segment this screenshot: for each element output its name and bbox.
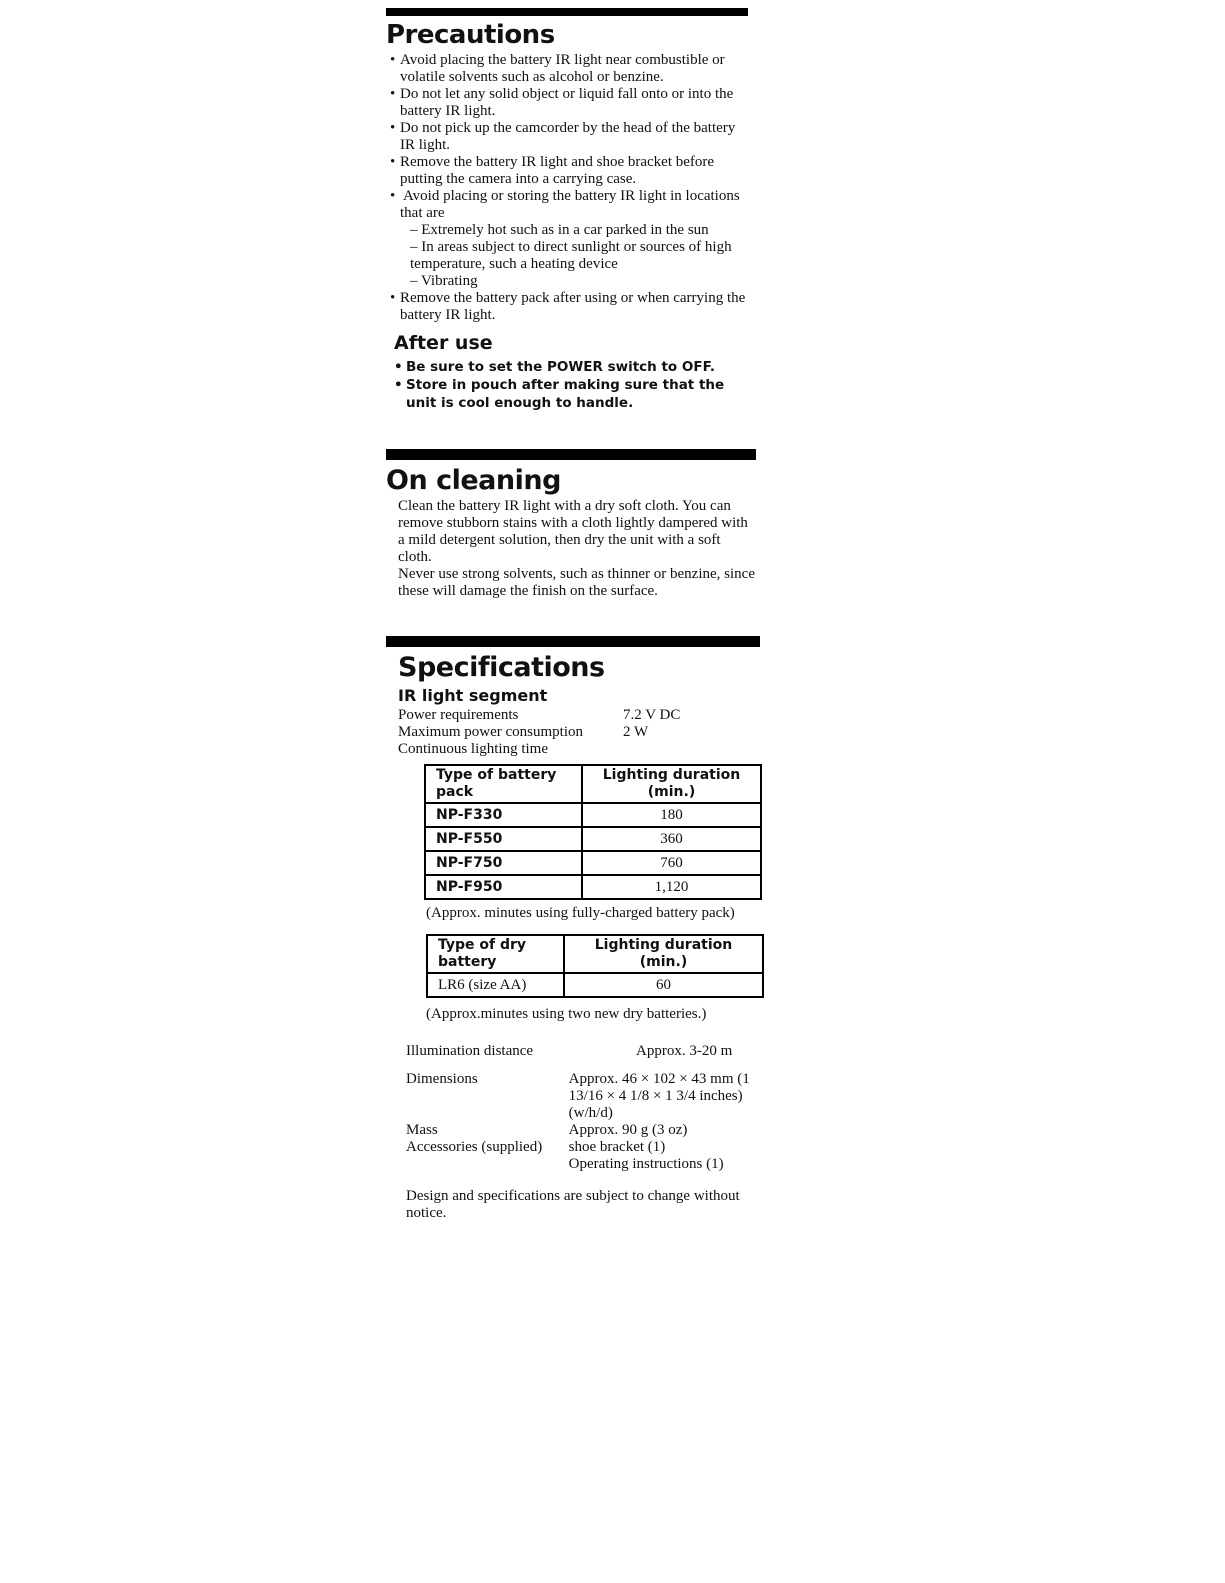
cleaning-paragraph: Never use strong solvents, such as thinner or benzine, since these will damage the finish on the surface.: [398, 566, 755, 599]
list-item: • Store in pouch after making sure that the unit is cool enough to handle.: [394, 376, 748, 412]
cleaning-title: On cleaning: [386, 465, 561, 496]
list-item: • Remove the battery IR light and shoe bracket before putting the camera into a carrying case.: [390, 154, 748, 188]
table-row: [425, 827, 761, 851]
sub-list-item: – Vibrating: [410, 273, 748, 290]
table-cell: NP-F750: [425, 851, 582, 875]
spec-label: Continuous lighting time: [398, 741, 549, 757]
spec-row: [398, 741, 760, 758]
column-header: Lighting duration (min.): [582, 765, 761, 803]
list-item: • Avoid placing the battery IR light near combustible or volatile solvents such as alcohol or benzine.: [390, 52, 748, 86]
spec-value: 2 W: [623, 724, 649, 740]
list-item: [390, 188, 748, 290]
spec-label: Illumination distance: [406, 1043, 534, 1059]
table-cell: 1,120: [582, 875, 761, 899]
spec-label: Dimensions: [406, 1071, 478, 1087]
table-cell: 60: [564, 973, 763, 997]
list-item: • Do not let any solid object or liquid fall onto or into the battery IR light.: [390, 86, 748, 120]
column-header: Type of dry battery: [427, 935, 564, 973]
precautions-list: [386, 52, 748, 324]
sub-list: [400, 222, 748, 290]
section-rule: [386, 8, 748, 16]
spec-value-line: Operating instructions (1): [568, 1156, 724, 1172]
table-cell: 360: [582, 827, 761, 851]
spec-label: Power requirements: [398, 707, 519, 723]
precautions-title: Precautions: [386, 20, 555, 50]
table-note: (Approx. minutes using fully-charged battery pack): [426, 905, 735, 921]
battery-pack-table: [424, 764, 762, 900]
spec-row: [398, 724, 760, 741]
table-header-row: [427, 935, 763, 973]
specifications-section: [386, 636, 760, 1222]
after-use-list: [386, 358, 748, 412]
after-use-title: After use: [394, 332, 493, 354]
column-header: Type of battery pack: [425, 765, 582, 803]
spec-label: Mass: [406, 1122, 438, 1138]
list-item: • Remove the battery pack after using or when carrying the battery IR light.: [390, 290, 748, 324]
table-cell: 760: [582, 851, 761, 875]
sub-list-item: – In areas subject to direct sunlight or sources of high temperature, such a heating device: [410, 239, 748, 273]
cleaning-section: [386, 449, 756, 600]
table-row: [425, 851, 761, 875]
spec-value: Approx. 46 × 102 × 43 mm (1 13/16 × 4 1/8 × 1 3/4 inches) (w/h/d): [568, 1071, 750, 1121]
specifications-title: Specifications: [398, 652, 605, 683]
section-rule: [386, 449, 756, 460]
table-cell: NP-F330: [425, 803, 582, 827]
table-cell: 180: [582, 803, 761, 827]
table-cell: NP-F950: [425, 875, 582, 899]
table-cell: LR6 (size AA): [427, 973, 564, 997]
spec-row: [398, 707, 760, 724]
spec-row: [406, 1122, 760, 1139]
list-item: • Be sure to set the POWER switch to OFF.: [394, 358, 748, 376]
table-row: [425, 875, 761, 899]
spec-row: [406, 1043, 760, 1060]
spec-value: 7.2 V DC: [623, 707, 681, 723]
cleaning-paragraph: Clean the battery IR light with a dry soft cloth. You can remove stubborn stains with a cloth lightly dampered with a mild detergent solution, then dry the unit with a soft cloth.: [398, 498, 748, 565]
footer-note: Design and specifications are subject to change without notice.: [406, 1188, 740, 1221]
section-rule: [386, 636, 760, 647]
table-cell: NP-F550: [425, 827, 582, 851]
spec-value: Approx. 90 g (3 oz): [568, 1122, 688, 1138]
list-item: • Do not pick up the camcorder by the head of the battery IR light.: [390, 120, 748, 154]
spec-value: [569, 1139, 760, 1173]
table-note: (Approx.minutes using two new dry batteries.): [426, 1006, 707, 1022]
dry-battery-table: [426, 934, 764, 998]
list-item-text: Avoid placing or storing the battery IR light in locations that are: [400, 188, 740, 221]
spec-row: [406, 1071, 760, 1122]
spec-label: Maximum power consumption: [398, 724, 583, 740]
precautions-section: [386, 8, 748, 412]
ir-segment-title: IR light segment: [398, 686, 548, 705]
sub-list-item: – Extremely hot such as in a car parked in the sun: [410, 222, 748, 239]
spec-value-line: shoe bracket (1): [568, 1139, 666, 1155]
table-row: [427, 973, 763, 997]
table-header-row: [425, 765, 761, 803]
spec-value: Approx. 3-20 m: [636, 1043, 733, 1059]
spec-row: [406, 1139, 760, 1173]
spec-label: Accessories (supplied): [406, 1139, 543, 1155]
table-row: [425, 803, 761, 827]
column-header: Lighting duration (min.): [564, 935, 763, 973]
